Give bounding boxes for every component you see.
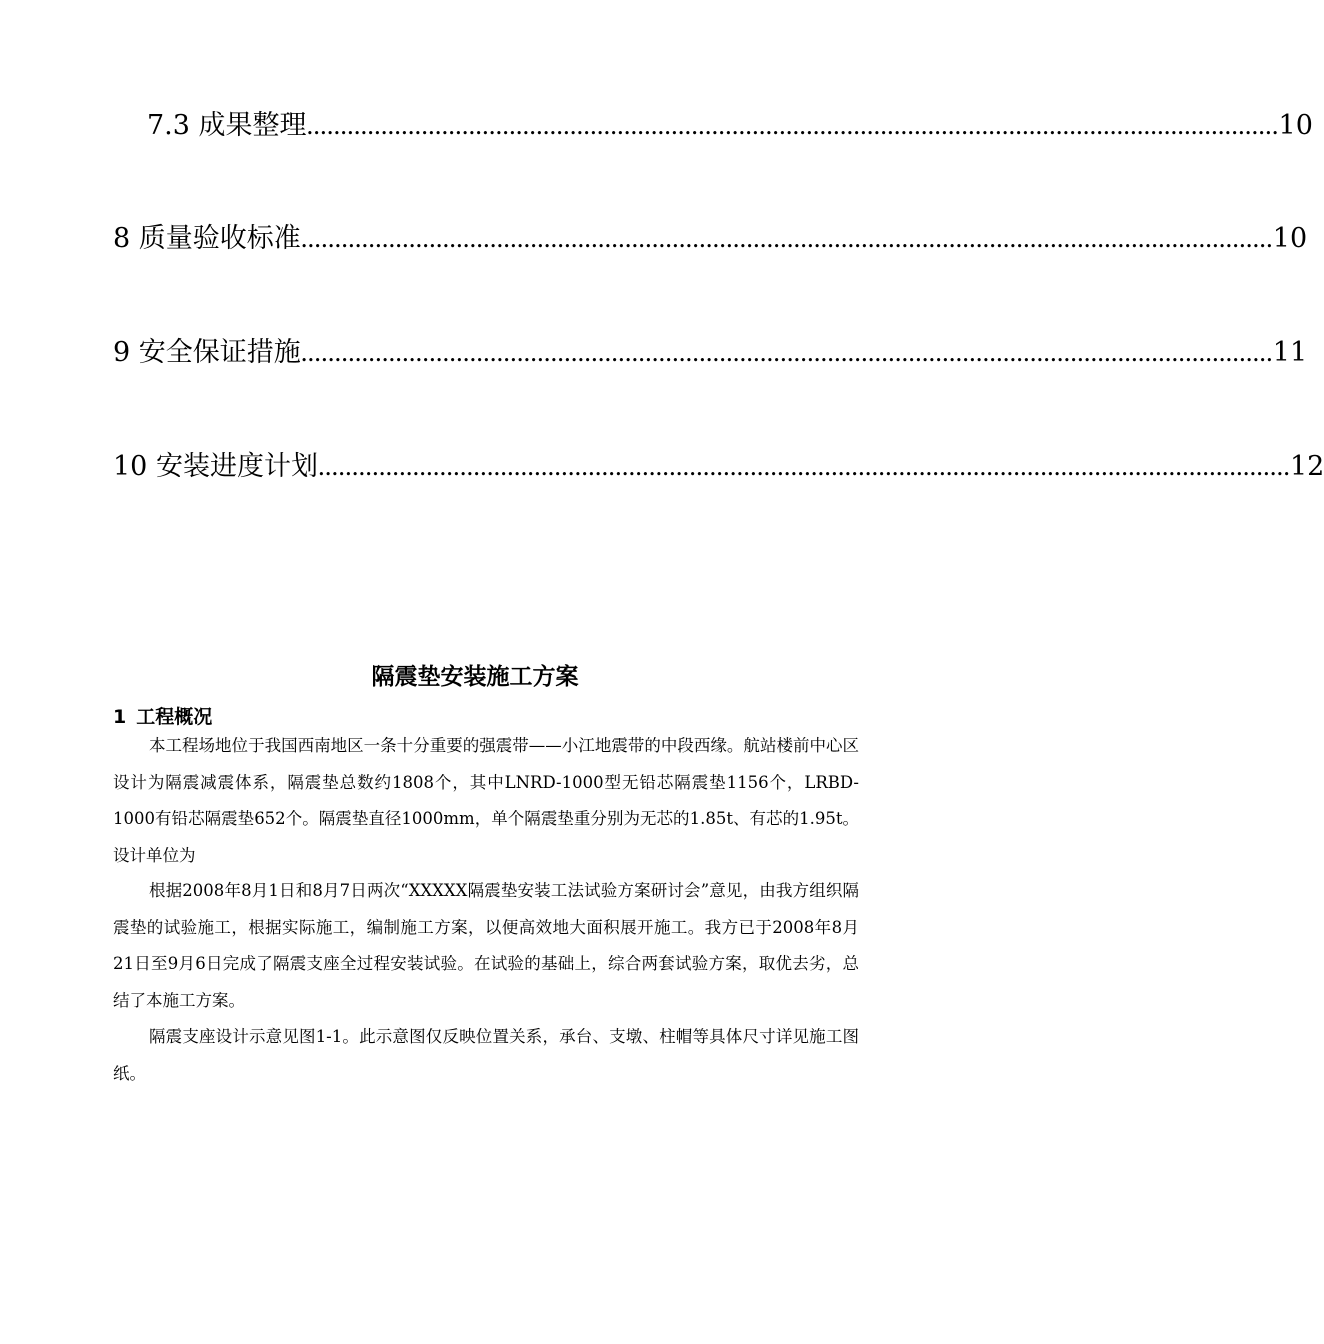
toc-page-number: 11 (1272, 337, 1308, 368)
toc-dot-leader: ................................................................................................................................................ (300, 337, 1273, 367)
toc-page-number: 10 (1272, 223, 1308, 254)
toc-entry-label: 8 质量验收标准 (113, 223, 301, 254)
toc-entry-9[interactable] (113, 335, 1308, 370)
toc-entry-7-3[interactable] (147, 108, 1313, 143)
paragraph-background: 根据2008年8月1日和8月7日两次“XXXXX隔震垫安装工法试验方案研讨会”意见，由我方组织隔震垫的试验施工，根据实际施工，编制施工方案，以便高效地大面积展开施工。我方已于2008年8月21日至9月6日完成了隔震支座全过程安装试验。在试验的基础上，综合两套试验方案，取优去劣，总结了本施工方案。 (113, 881, 859, 1010)
section-heading (113, 704, 212, 730)
toc-page-number: 10 (1278, 110, 1313, 141)
toc-dot-leader: ................................................................................................................................................ (306, 110, 1279, 140)
section-title: 工程概况 (136, 706, 213, 728)
paragraph-overview: 本工程场地位于我国西南地区一条十分重要的强震带——小江地震带的中段西缘。航站楼前中心区设计为隔震减震体系，隔震垫总数约1808个，其中LNRD-1000型无铅芯隔震垫1156个，LRBD-1000有铅芯隔震垫652个。隔震垫直径1000mm，单个隔震垫重分别为无芯的1.85t、有芯的1.95t。设计单位为 (113, 736, 859, 865)
toc-page-number: 12 (1289, 451, 1324, 482)
toc-dot-leader: ................................................................................................................................................ (300, 223, 1273, 253)
toc-entry-label: 9 安全保证措施 (113, 337, 301, 368)
toc-entry-8[interactable] (113, 221, 1308, 256)
paragraph-figure-note: 隔震支座设计示意见图1-1。此示意图仅反映位置关系，承台、支墩、柱帽等具体尺寸详见施工图纸。 (113, 1027, 859, 1083)
toc-dot-leader: ................................................................................................................................................ (317, 451, 1290, 481)
toc-entry-label: 10 安装进度计划 (113, 451, 318, 482)
toc-entry-label: 7.3 成果整理 (147, 110, 307, 141)
toc-entry-10[interactable] (113, 449, 1324, 484)
document-title: 隔震垫安装施工方案 (371, 664, 579, 690)
section-number: 1 (113, 706, 127, 728)
